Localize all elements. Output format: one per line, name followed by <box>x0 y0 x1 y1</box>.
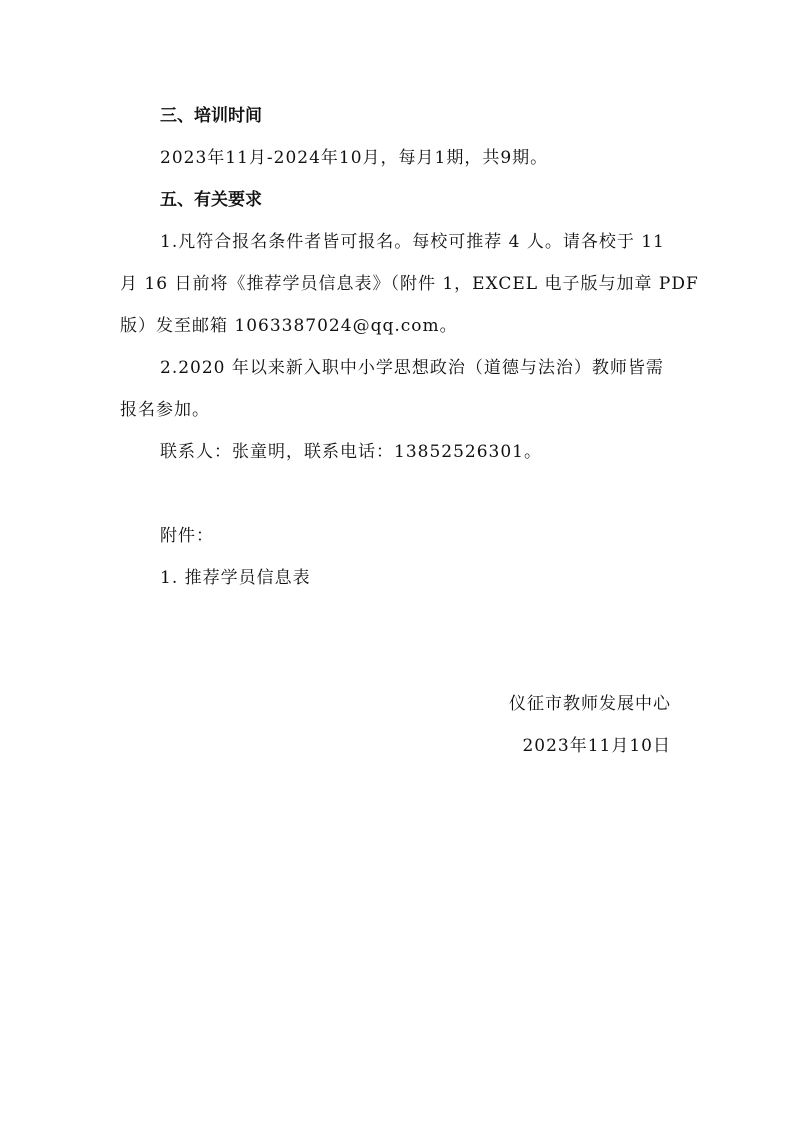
heading-training-time: 三、培训时间 <box>160 106 262 126</box>
requirement-1-line-3: 版）发至邮箱 1063387024@qq.com。 <box>120 316 458 336</box>
contact-info: 联系人：张童明，联系电话：13852526301。 <box>160 442 542 462</box>
requirement-2-line-2: 报名参加。 <box>120 400 210 420</box>
requirement-2-line-1: 2.2020 年以来新入职中小学思想政治（道德与法治）教师皆需 <box>160 358 664 378</box>
training-time-text: 2023年11月-2024年10月，每月1期，共9期。 <box>160 148 549 168</box>
requirement-1-line-1: 1.凡符合报名条件者皆可报名。每校可推荐 4 人。请各校于 11 <box>160 232 665 252</box>
attachment-item-1: 1. 推荐学员信息表 <box>160 568 311 588</box>
heading-requirements: 五、有关要求 <box>160 190 262 210</box>
requirement-1-line-2: 月 16 日前将《推荐学员信息表》（附件 1，EXCEL 电子版与加章 PDF <box>120 274 699 294</box>
attachments-label: 附件： <box>160 526 214 546</box>
signature-date: 2023年11月10日 <box>522 736 671 756</box>
signature-organization: 仪征市教师发展中心 <box>509 694 671 714</box>
